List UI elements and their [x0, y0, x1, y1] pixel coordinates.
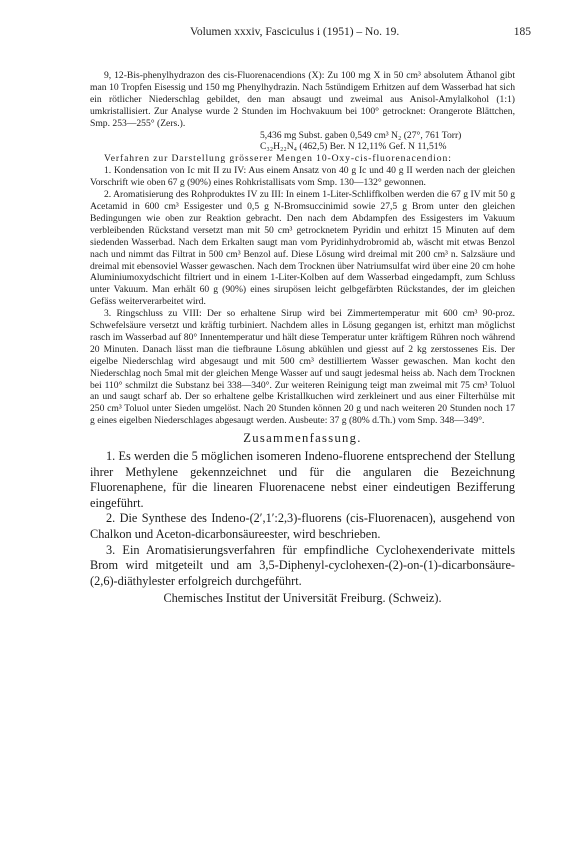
running-title: Volumen xxxiv, Fasciculus i (1951) – No. 19. [190, 26, 400, 38]
summary-item-2: 2. Die Synthese des Indeno-(2′,1′:2,3)-fluorens (cis-Fluorenacen), ausgehend von Chalkon und Aceton-dicarbonsäureester, wird beschrieben. [90, 511, 515, 542]
paragraph-kondensation: 1. Kondensation von Ic mit II zu IV: Aus einem Ansatz von 40 g Ic und 40 g II werden nach der gleichen Vorschrift wie oben 67 g (90%) eines Rohkristallisats vom Smp. 130—132° gewonnen. [90, 165, 515, 189]
paragraph-bis-phenylhydrazon: 9, 12-Bis-phenylhydrazon des cis-Fluorenacendions (X): Zu 100 mg X in 50 cm³ absolutem Äthanol gibt man 10 Tropfen Eisessig und 150 mg Phenylhydrazin. Nach 5stündigem Erhitzen auf dem Wasserbad hat sich ein rötlicher Niederschlag gebildet, den man absaugt und zweimal aus Anisol-Amylalkohol (1:1) umkristallisiert. Zur Analyse wurde 2 Stunden im Hochvakuum bei 100° getrocknet: Orangerote Blättchen, Smp. 253—255° (Zers.). [90, 70, 515, 129]
summary-item-3: 3. Ein Aromatisierungsverfahren für empfindliche Cyclohexenderivate mittels Brom wird mitgeteilt und am 3,5-Diphenyl-cyclohexen-(2)-on-(1)-dicarbonsäure-(2,6)-diäthylester erfolgreich durchgeführt. [90, 542, 515, 588]
summary-heading: Zusammenfassung. [243, 431, 362, 446]
summary-item-1: 1. Es werden die 5 möglichen isomeren Indeno-fluorene entsprechend der Stellung ihrer Methylene gekennzeichnet und für die angularen die Bezeichnung Fluorenaphene, für die linearen Fluorenacene nebst einer eindeutigen Bezifferung eingeführt. [90, 449, 515, 510]
page-number: 185 [513, 26, 531, 38]
paragraph-ringschluss: 3. Ringschluss zu VIII: Der so erhaltene Sirup wird bei Zimmertemperatur mit 600 cm³ 90-proz. Schwefelsäure versetzt und kräftig turbiniert. Nachdem alles in Lösung gegangen ist, erhitzt man möglichst rasch im Wasserbad auf 80° Innentemperatur und hält diese Temperatur unter kräftigem Rühren noch während 20 Minuten. Danach lässt man die tiefbraune Lösung abkühlen und giesst auf 2 kg zerstossenes Eis. Der eigelbe Niederschlag wird abgesaugt und mit 500 cm³ destilliertem Wasser gewaschen. Man kocht den Niederschlag noch 5mal mit der gleichen Menge Wasser auf und saugt jedesmal heiss ab. Nach dem Trocknen bei 110° schmilzt die Substanz bei 338—340°. Zur weiteren Reinigung teigt man zweimal mit 75 cm³ Toluol an und saugt scharf ab. Der so erhaltene gelbe Kristallkuchen wird zerkleinert und aus einer Filterhülse mit 250 cm³ Toluol unter Sieden umgelöst. Nach 20 Stunden können 20 g und nach weiteren 20 Stunden noch 17 g eines eigelben Niederschlages abgesaugt werden. Ausbeute: 37 g (80% d.Th.) vom Smp. 348—349°. [90, 308, 515, 427]
analysis-line-1: 5,436 mg Subst. gaben 0,549 cm³ N₂ (27°, 761 Torr) [260, 129, 462, 141]
page-header [0, 26, 577, 42]
paragraph-aromatisierung: 2. Aromatisierung des Rohproduktes IV zu III: In einem 1-Liter-Schliffkolben werden die 67 g IV mit 50 g Acetamid in 600 cm³ Essigester und 0,5 g N-Bromsuccinimid sowie 27,5 g Brom unter den gleichen Bedingungen wie oben zur Reaktion gebracht. Den nach dem Abdampfen des Essigesters im Vakuum verbleibenden Rückstand versetzt man mit 50 cm³ getrocknetem Pyridin und erhitzt 15 Minuten auf dem siedenden Wasserbad. Nach dem Erkalten saugt man vom Pyridinhydrobromid ab, wäscht mit etwas Benzol nach und nimmt das Filtrat in 500 cm³ Benzol auf. Diese Lösung wird dreimal mit 200 cm³ n. Salzsäure und dreimal mit ebensoviel Wasser gewaschen. Nach dem Trocknen über Natriumsulfat wird über eine 20 cm hohe Aluminiumoxydschicht filtriert und in einem 1-Liter-Kolben auf dem Wasserbad eingedampft, zum Schluss unter Vakuum. Man erhält 60 g (90%) eines sirupösen leicht gelbgefärbten Rückstandes, der im gleichen Gefäss weiterverarbeitet wird. [90, 189, 515, 308]
summary-section [90, 449, 515, 589]
analysis-line-2: C₃₂H₂₂N₄ (462,5) Ber. N 12,11% Gef. N 11,51% [260, 141, 447, 153]
paragraph-verfahren: Verfahren zur Darstellung grösserer Mengen 10-Oxy-cis-fluorenacendion: [104, 153, 452, 165]
institute-affiliation: Chemisches Institut der Universität Freiburg. (Schweiz). [163, 591, 442, 606]
body-text [90, 70, 515, 607]
